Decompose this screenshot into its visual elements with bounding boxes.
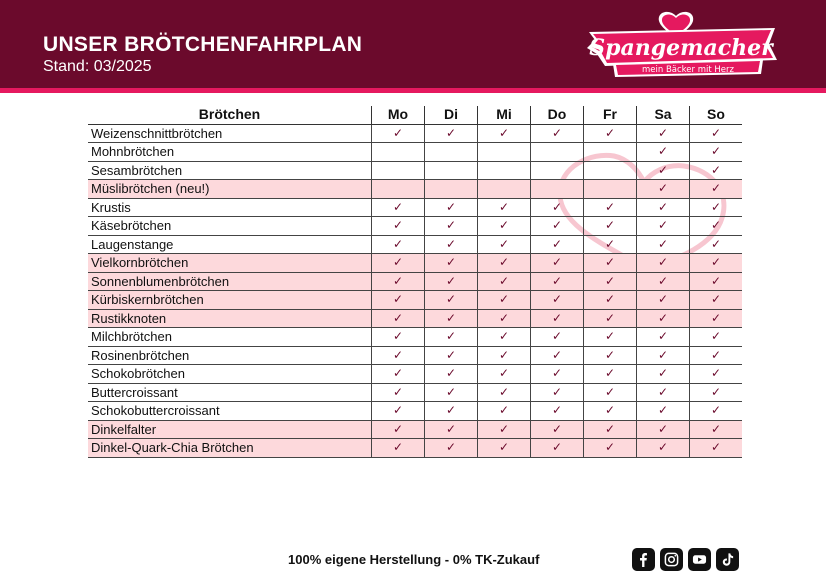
checkmark-icon: ✓ — [498, 255, 510, 270]
checkmark-icon: ✓ — [392, 273, 404, 288]
cell-sa — [637, 309, 690, 328]
cell-sa — [637, 217, 690, 236]
checkmark-icon: ✓ — [445, 403, 457, 418]
cell-do — [531, 328, 584, 347]
product-name: Mohnbrötchen — [88, 143, 372, 162]
cell-fr — [584, 217, 637, 236]
cell-mi — [478, 254, 531, 273]
cell-sa — [637, 291, 690, 310]
checkmark-icon: ✓ — [604, 421, 616, 436]
cell-sa — [637, 180, 690, 199]
cell-di — [425, 365, 478, 384]
table-row — [88, 235, 742, 254]
checkmark-icon: ✓ — [710, 384, 722, 399]
cell-di — [425, 143, 478, 162]
cell-so — [690, 161, 743, 180]
checkmark-icon: ✓ — [657, 162, 669, 177]
checkmark-icon: ✓ — [498, 273, 510, 288]
cell-mi — [478, 180, 531, 199]
checkmark-icon: ✓ — [657, 310, 669, 325]
youtube-icon[interactable] — [688, 548, 711, 571]
facebook-icon[interactable] — [632, 548, 655, 571]
cell-do — [531, 346, 584, 365]
checkmark-icon: ✓ — [445, 347, 457, 362]
cell-so — [690, 272, 743, 291]
cell-mi — [478, 309, 531, 328]
cell-mo — [372, 235, 425, 254]
product-name: Vielkornbrötchen — [88, 254, 372, 273]
cell-sa — [637, 254, 690, 273]
checkmark-icon: ✓ — [604, 329, 616, 344]
checkmark-icon: ✓ — [604, 440, 616, 455]
cell-mo — [372, 272, 425, 291]
checkmark-icon: ✓ — [657, 255, 669, 270]
svg-text:Spangemacher: Spangemacher — [589, 35, 773, 61]
column-header-fr: Fr — [584, 106, 637, 124]
table-row — [88, 272, 742, 291]
checkmark-icon: ✓ — [710, 199, 722, 214]
checkmark-icon: ✓ — [445, 125, 457, 140]
checkmark-icon: ✓ — [551, 199, 563, 214]
checkmark-icon: ✓ — [551, 440, 563, 455]
checkmark-icon: ✓ — [604, 403, 616, 418]
cell-mo — [372, 402, 425, 421]
cell-mi — [478, 328, 531, 347]
checkmark-icon: ✓ — [445, 199, 457, 214]
cell-sa — [637, 235, 690, 254]
table-header-row — [88, 106, 742, 124]
checkmark-icon: ✓ — [392, 347, 404, 362]
cell-so — [690, 365, 743, 384]
checkmark-icon: ✓ — [392, 236, 404, 251]
cell-so — [690, 198, 743, 217]
checkmark-icon: ✓ — [710, 125, 722, 140]
checkmark-icon: ✓ — [392, 403, 404, 418]
column-header-broetchen: Brötchen — [88, 106, 372, 124]
checkmark-icon: ✓ — [392, 218, 404, 233]
cell-di — [425, 439, 478, 458]
checkmark-icon: ✓ — [392, 440, 404, 455]
cell-mo — [372, 217, 425, 236]
cell-so — [690, 124, 743, 143]
product-name: Dinkelfalter — [88, 420, 372, 439]
cell-fr — [584, 383, 637, 402]
checkmark-icon: ✓ — [657, 236, 669, 251]
checkmark-icon: ✓ — [392, 384, 404, 399]
cell-so — [690, 439, 743, 458]
cell-fr — [584, 420, 637, 439]
checkmark-icon: ✓ — [392, 329, 404, 344]
cell-mo — [372, 198, 425, 217]
checkmark-icon: ✓ — [445, 421, 457, 436]
instagram-icon[interactable] — [660, 548, 683, 571]
cell-so — [690, 309, 743, 328]
cell-di — [425, 291, 478, 310]
checkmark-icon: ✓ — [392, 199, 404, 214]
cell-mi — [478, 420, 531, 439]
checkmark-icon: ✓ — [657, 292, 669, 307]
checkmark-icon: ✓ — [498, 236, 510, 251]
cell-di — [425, 124, 478, 143]
table-row — [88, 402, 742, 421]
cell-so — [690, 180, 743, 199]
cell-di — [425, 309, 478, 328]
cell-di — [425, 254, 478, 273]
cell-mi — [478, 217, 531, 236]
checkmark-icon: ✓ — [657, 273, 669, 288]
cell-mo — [372, 291, 425, 310]
checkmark-icon: ✓ — [551, 421, 563, 436]
cell-fr — [584, 235, 637, 254]
checkmark-icon: ✓ — [498, 329, 510, 344]
product-name: Rustikknoten — [88, 309, 372, 328]
cell-fr — [584, 180, 637, 199]
checkmark-icon: ✓ — [710, 162, 722, 177]
checkmark-icon: ✓ — [445, 255, 457, 270]
table-row — [88, 217, 742, 236]
checkmark-icon: ✓ — [392, 255, 404, 270]
footer-claim: 100% eigene Herstellung - 0% TK-Zukauf — [288, 552, 540, 567]
cell-do — [531, 254, 584, 273]
cell-so — [690, 328, 743, 347]
column-header-do: Do — [531, 106, 584, 124]
cell-so — [690, 383, 743, 402]
cell-so — [690, 235, 743, 254]
cell-mo — [372, 383, 425, 402]
checkmark-icon: ✓ — [445, 273, 457, 288]
cell-sa — [637, 439, 690, 458]
product-name: Schokobrötchen — [88, 365, 372, 384]
cell-fr — [584, 161, 637, 180]
column-header-mo: Mo — [372, 106, 425, 124]
cell-di — [425, 402, 478, 421]
product-name: Sesambrötchen — [88, 161, 372, 180]
checkmark-icon: ✓ — [498, 125, 510, 140]
checkmark-icon: ✓ — [551, 236, 563, 251]
table-row — [88, 291, 742, 310]
cell-do — [531, 124, 584, 143]
checkmark-icon: ✓ — [657, 440, 669, 455]
checkmark-icon: ✓ — [604, 125, 616, 140]
checkmark-icon: ✓ — [604, 273, 616, 288]
product-name: Sonnenblumenbrötchen — [88, 272, 372, 291]
cell-mo — [372, 365, 425, 384]
cell-fr — [584, 309, 637, 328]
checkmark-icon: ✓ — [657, 125, 669, 140]
cell-fr — [584, 365, 637, 384]
column-header-so: So — [690, 106, 743, 124]
cell-so — [690, 346, 743, 365]
cell-do — [531, 235, 584, 254]
cell-so — [690, 254, 743, 273]
checkmark-icon: ✓ — [445, 236, 457, 251]
cell-mo — [372, 328, 425, 347]
checkmark-icon: ✓ — [551, 292, 563, 307]
checkmark-icon: ✓ — [498, 310, 510, 325]
brand-logo — [585, 8, 780, 80]
cell-fr — [584, 402, 637, 421]
cell-di — [425, 198, 478, 217]
cell-mo — [372, 254, 425, 273]
checkmark-icon: ✓ — [657, 218, 669, 233]
cell-mi — [478, 272, 531, 291]
cell-do — [531, 383, 584, 402]
cell-mi — [478, 346, 531, 365]
cell-do — [531, 402, 584, 421]
checkmark-icon: ✓ — [498, 403, 510, 418]
cell-mi — [478, 124, 531, 143]
cell-do — [531, 198, 584, 217]
checkmark-icon: ✓ — [445, 218, 457, 233]
cell-mo — [372, 420, 425, 439]
table-row — [88, 254, 742, 273]
checkmark-icon: ✓ — [604, 292, 616, 307]
checkmark-icon: ✓ — [710, 236, 722, 251]
checkmark-icon: ✓ — [710, 181, 722, 196]
cell-mo — [372, 180, 425, 199]
checkmark-icon: ✓ — [710, 310, 722, 325]
cell-sa — [637, 198, 690, 217]
checkmark-icon: ✓ — [392, 366, 404, 381]
cell-sa — [637, 365, 690, 384]
column-header-sa: Sa — [637, 106, 690, 124]
table-row — [88, 420, 742, 439]
cell-do — [531, 180, 584, 199]
checkmark-icon: ✓ — [498, 421, 510, 436]
product-name: Käsebrötchen — [88, 217, 372, 236]
page-title: UNSER BRÖTCHENFAHRPLAN — [43, 33, 363, 56]
table-row — [88, 198, 742, 217]
cell-mi — [478, 198, 531, 217]
checkmark-icon: ✓ — [498, 218, 510, 233]
cell-so — [690, 420, 743, 439]
cell-sa — [637, 143, 690, 162]
cell-sa — [637, 272, 690, 291]
checkmark-icon: ✓ — [657, 199, 669, 214]
tiktok-icon[interactable] — [716, 548, 739, 571]
checkmark-icon: ✓ — [604, 236, 616, 251]
cell-di — [425, 217, 478, 236]
checkmark-icon: ✓ — [657, 181, 669, 196]
cell-mi — [478, 402, 531, 421]
checkmark-icon: ✓ — [551, 329, 563, 344]
table-row — [88, 439, 742, 458]
checkmark-icon: ✓ — [498, 199, 510, 214]
cell-mo — [372, 346, 425, 365]
cell-fr — [584, 346, 637, 365]
table-row — [88, 328, 742, 347]
checkmark-icon: ✓ — [445, 384, 457, 399]
cell-di — [425, 161, 478, 180]
checkmark-icon: ✓ — [710, 218, 722, 233]
checkmark-icon: ✓ — [604, 347, 616, 362]
checkmark-icon: ✓ — [551, 218, 563, 233]
cell-sa — [637, 346, 690, 365]
product-name: Krustis — [88, 198, 372, 217]
checkmark-icon: ✓ — [445, 329, 457, 344]
checkmark-icon: ✓ — [657, 421, 669, 436]
cell-mi — [478, 439, 531, 458]
cell-di — [425, 383, 478, 402]
cell-di — [425, 420, 478, 439]
header-banner — [0, 0, 826, 88]
cell-di — [425, 235, 478, 254]
checkmark-icon: ✓ — [392, 310, 404, 325]
checkmark-icon: ✓ — [657, 366, 669, 381]
product-name: Milchbrötchen — [88, 328, 372, 347]
cell-do — [531, 309, 584, 328]
cell-mi — [478, 143, 531, 162]
checkmark-icon: ✓ — [392, 421, 404, 436]
checkmark-icon: ✓ — [604, 255, 616, 270]
checkmark-icon: ✓ — [498, 440, 510, 455]
checkmark-icon: ✓ — [445, 440, 457, 455]
cell-di — [425, 346, 478, 365]
checkmark-icon: ✓ — [657, 144, 669, 159]
cell-di — [425, 180, 478, 199]
checkmark-icon: ✓ — [551, 366, 563, 381]
table-row — [88, 124, 742, 143]
cell-do — [531, 439, 584, 458]
table-row — [88, 143, 742, 162]
table-row — [88, 309, 742, 328]
checkmark-icon: ✓ — [710, 144, 722, 159]
cell-do — [531, 217, 584, 236]
cell-do — [531, 291, 584, 310]
checkmark-icon: ✓ — [710, 292, 722, 307]
table-row — [88, 365, 742, 384]
checkmark-icon: ✓ — [657, 384, 669, 399]
cell-mo — [372, 161, 425, 180]
cell-mo — [372, 124, 425, 143]
checkmark-icon: ✓ — [710, 440, 722, 455]
cell-so — [690, 291, 743, 310]
cell-sa — [637, 124, 690, 143]
cell-mi — [478, 383, 531, 402]
cell-do — [531, 143, 584, 162]
checkmark-icon: ✓ — [657, 403, 669, 418]
checkmark-icon: ✓ — [551, 125, 563, 140]
checkmark-icon: ✓ — [551, 403, 563, 418]
cell-fr — [584, 439, 637, 458]
cell-sa — [637, 420, 690, 439]
checkmark-icon: ✓ — [551, 347, 563, 362]
checkmark-icon: ✓ — [551, 310, 563, 325]
column-header-di: Di — [425, 106, 478, 124]
checkmark-icon: ✓ — [657, 347, 669, 362]
checkmark-icon: ✓ — [498, 384, 510, 399]
checkmark-icon: ✓ — [551, 273, 563, 288]
cell-fr — [584, 291, 637, 310]
cell-fr — [584, 198, 637, 217]
product-name: Weizenschnittbrötchen — [88, 124, 372, 143]
cell-so — [690, 402, 743, 421]
checkmark-icon: ✓ — [392, 125, 404, 140]
column-header-mi: Mi — [478, 106, 531, 124]
cell-fr — [584, 272, 637, 291]
cell-mo — [372, 309, 425, 328]
checkmark-icon: ✓ — [604, 310, 616, 325]
table-body — [88, 124, 742, 457]
product-name: Dinkel-Quark-Chia Brötchen — [88, 439, 372, 458]
cell-do — [531, 161, 584, 180]
product-name: Kürbiskernbrötchen — [88, 291, 372, 310]
cell-mi — [478, 161, 531, 180]
product-name: Rosinenbrötchen — [88, 346, 372, 365]
svg-text:mein Bäcker mit Herz: mein Bäcker mit Herz — [642, 65, 734, 75]
cell-di — [425, 272, 478, 291]
cell-sa — [637, 383, 690, 402]
cell-fr — [584, 254, 637, 273]
cell-do — [531, 365, 584, 384]
product-name: Laugenstange — [88, 235, 372, 254]
checkmark-icon: ✓ — [710, 403, 722, 418]
cell-mi — [478, 365, 531, 384]
product-name: Schokobuttercroissant — [88, 402, 372, 421]
checkmark-icon: ✓ — [710, 273, 722, 288]
header-accent-stripe — [0, 88, 826, 93]
table-row — [88, 346, 742, 365]
cell-mi — [478, 235, 531, 254]
cell-so — [690, 143, 743, 162]
checkmark-icon: ✓ — [445, 292, 457, 307]
table-row — [88, 180, 742, 199]
checkmark-icon: ✓ — [657, 329, 669, 344]
cell-mo — [372, 143, 425, 162]
table-row — [88, 161, 742, 180]
checkmark-icon: ✓ — [498, 366, 510, 381]
checkmark-icon: ✓ — [710, 329, 722, 344]
cell-fr — [584, 328, 637, 347]
checkmark-icon: ✓ — [445, 310, 457, 325]
checkmark-icon: ✓ — [604, 199, 616, 214]
cell-sa — [637, 402, 690, 421]
cell-mo — [372, 439, 425, 458]
cell-fr — [584, 124, 637, 143]
checkmark-icon: ✓ — [710, 255, 722, 270]
product-name: Müslibrötchen (neu!) — [88, 180, 372, 199]
checkmark-icon: ✓ — [710, 366, 722, 381]
cell-so — [690, 217, 743, 236]
checkmark-icon: ✓ — [551, 255, 563, 270]
table-row — [88, 383, 742, 402]
cell-do — [531, 420, 584, 439]
cell-sa — [637, 328, 690, 347]
checkmark-icon: ✓ — [710, 347, 722, 362]
checkmark-icon: ✓ — [445, 366, 457, 381]
checkmark-icon: ✓ — [710, 421, 722, 436]
cell-di — [425, 328, 478, 347]
checkmark-icon: ✓ — [604, 218, 616, 233]
checkmark-icon: ✓ — [498, 292, 510, 307]
product-name: Buttercroissant — [88, 383, 372, 402]
schedule-table — [88, 106, 742, 458]
checkmark-icon: ✓ — [551, 384, 563, 399]
cell-do — [531, 272, 584, 291]
checkmark-icon: ✓ — [498, 347, 510, 362]
cell-mi — [478, 291, 531, 310]
checkmark-icon: ✓ — [604, 366, 616, 381]
checkmark-icon: ✓ — [604, 384, 616, 399]
page-subtitle: Stand: 03/2025 — [43, 58, 152, 75]
cell-fr — [584, 143, 637, 162]
checkmark-icon: ✓ — [392, 292, 404, 307]
cell-sa — [637, 161, 690, 180]
